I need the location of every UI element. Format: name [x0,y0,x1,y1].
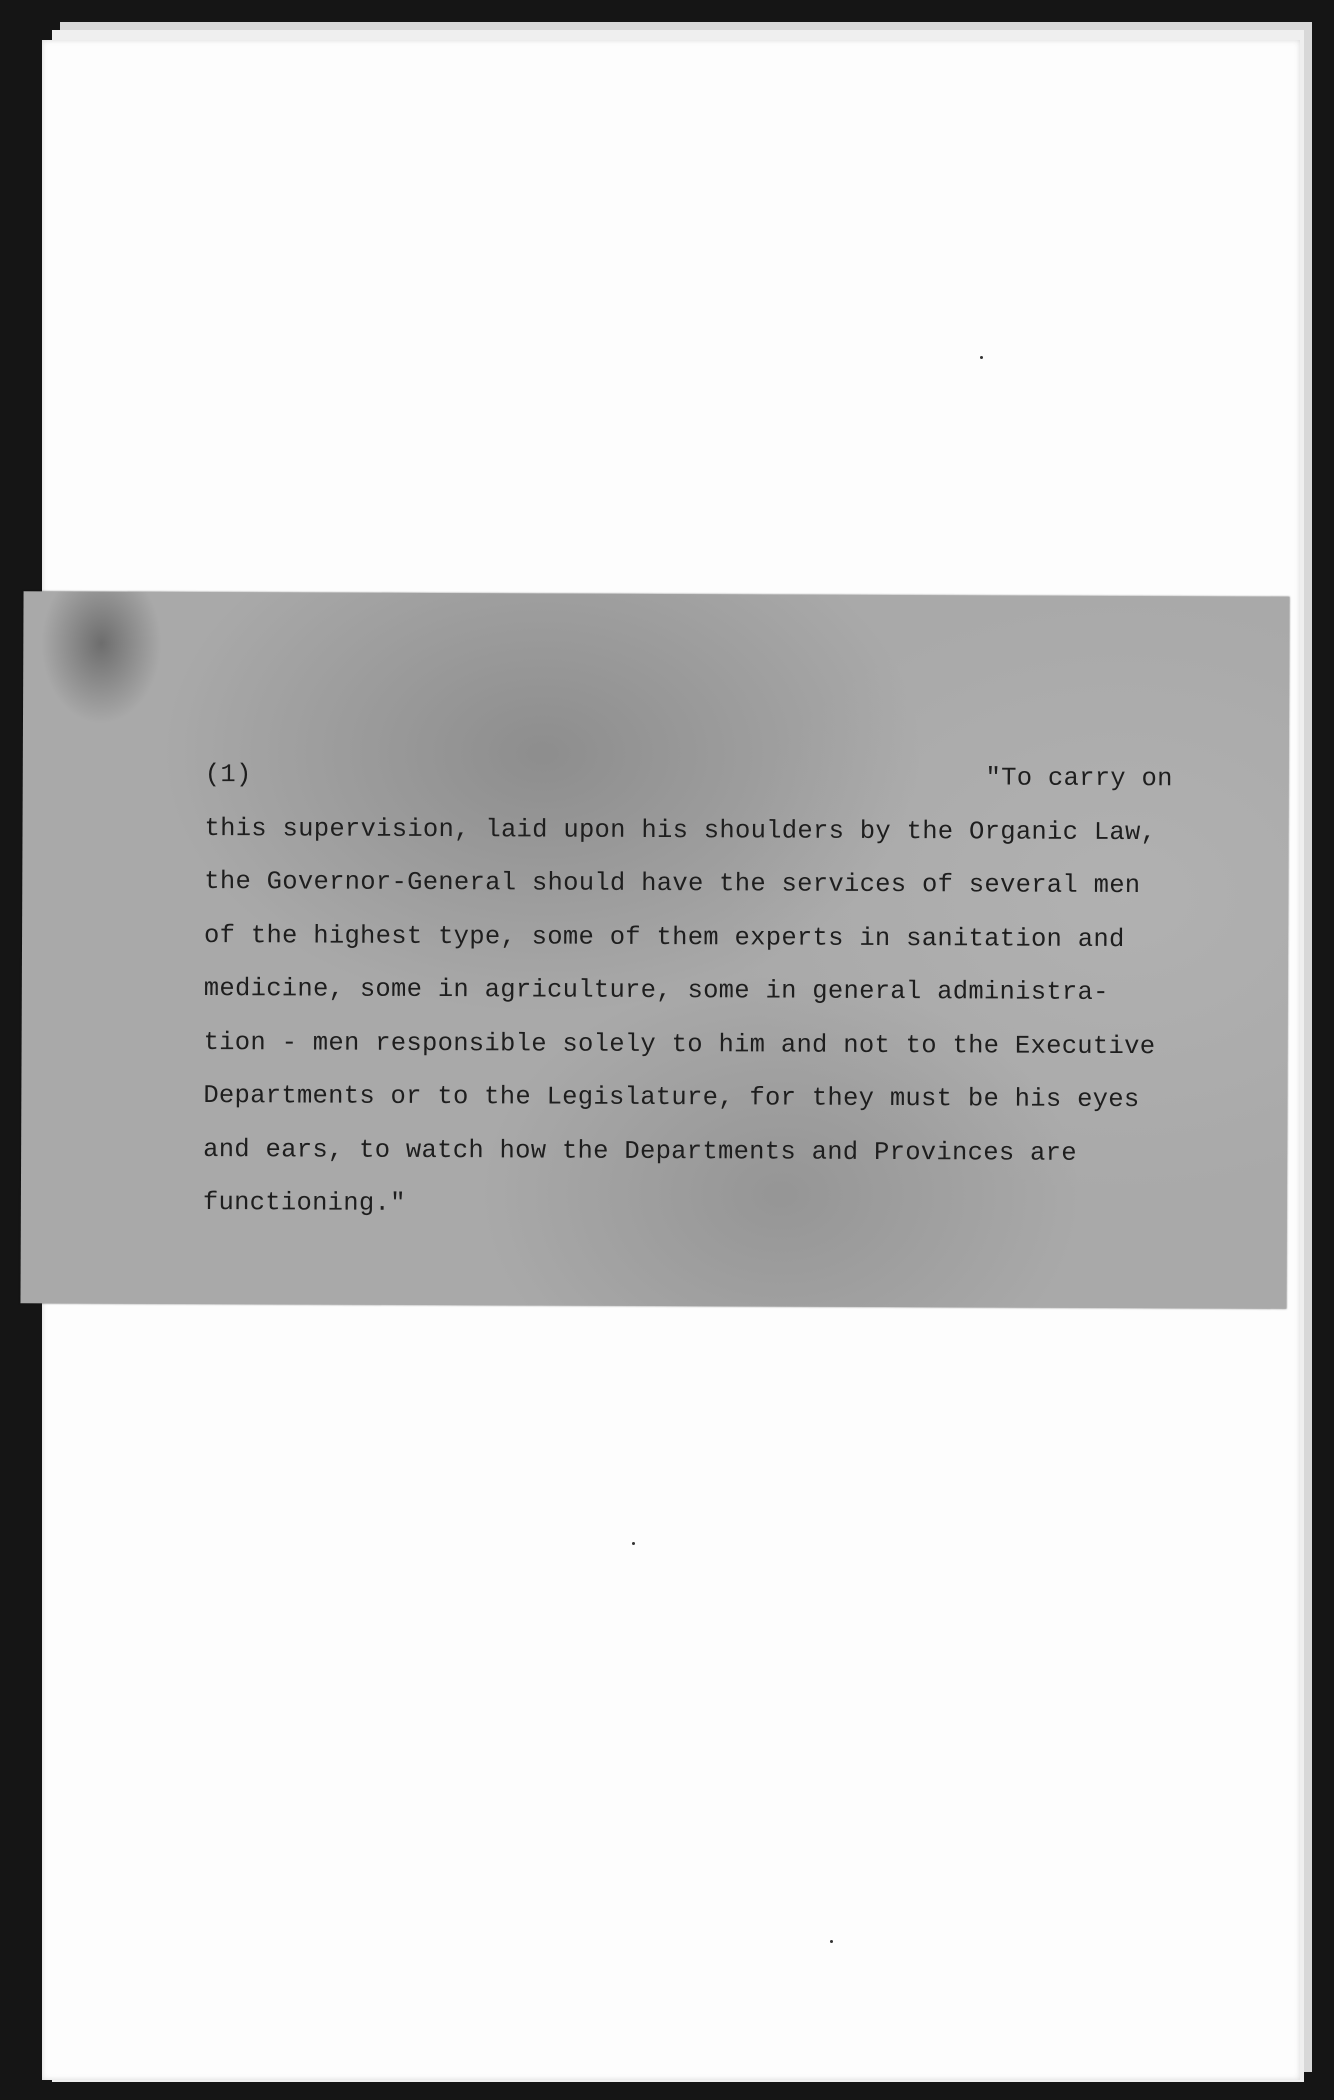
quote-line: medicine, some in agriculture, some in general administra- [203,974,1109,1007]
quote-text-block [203,748,1185,1234]
quote-line: the Governor-General should have the services of several men [204,867,1141,901]
quote-line: Departments or to the Legislature, for they must be his eyes [203,1081,1140,1115]
speck [980,356,983,359]
pasted-quote-slip [20,591,1289,1309]
quote-first-line [205,748,1173,806]
quote-line: this supervision, laid upon his shoulders by the Organic Law, [204,813,1157,847]
quote-line: tion - men responsible solely to him and not to the Executive [203,1027,1156,1061]
quote-opening: "To carry on [985,763,1173,794]
footnote-marker: (1) [204,760,252,790]
quote-line: functioning." [202,1188,406,1218]
speck [632,1542,635,1545]
quote-line: of the highest type, some of them experts in sanitation and [203,920,1125,954]
bleed-through-text [242,1340,1192,1444]
quote-line: and ears, to watch how the Departments and Provinces are [203,1134,1077,1168]
speck [830,1940,833,1943]
